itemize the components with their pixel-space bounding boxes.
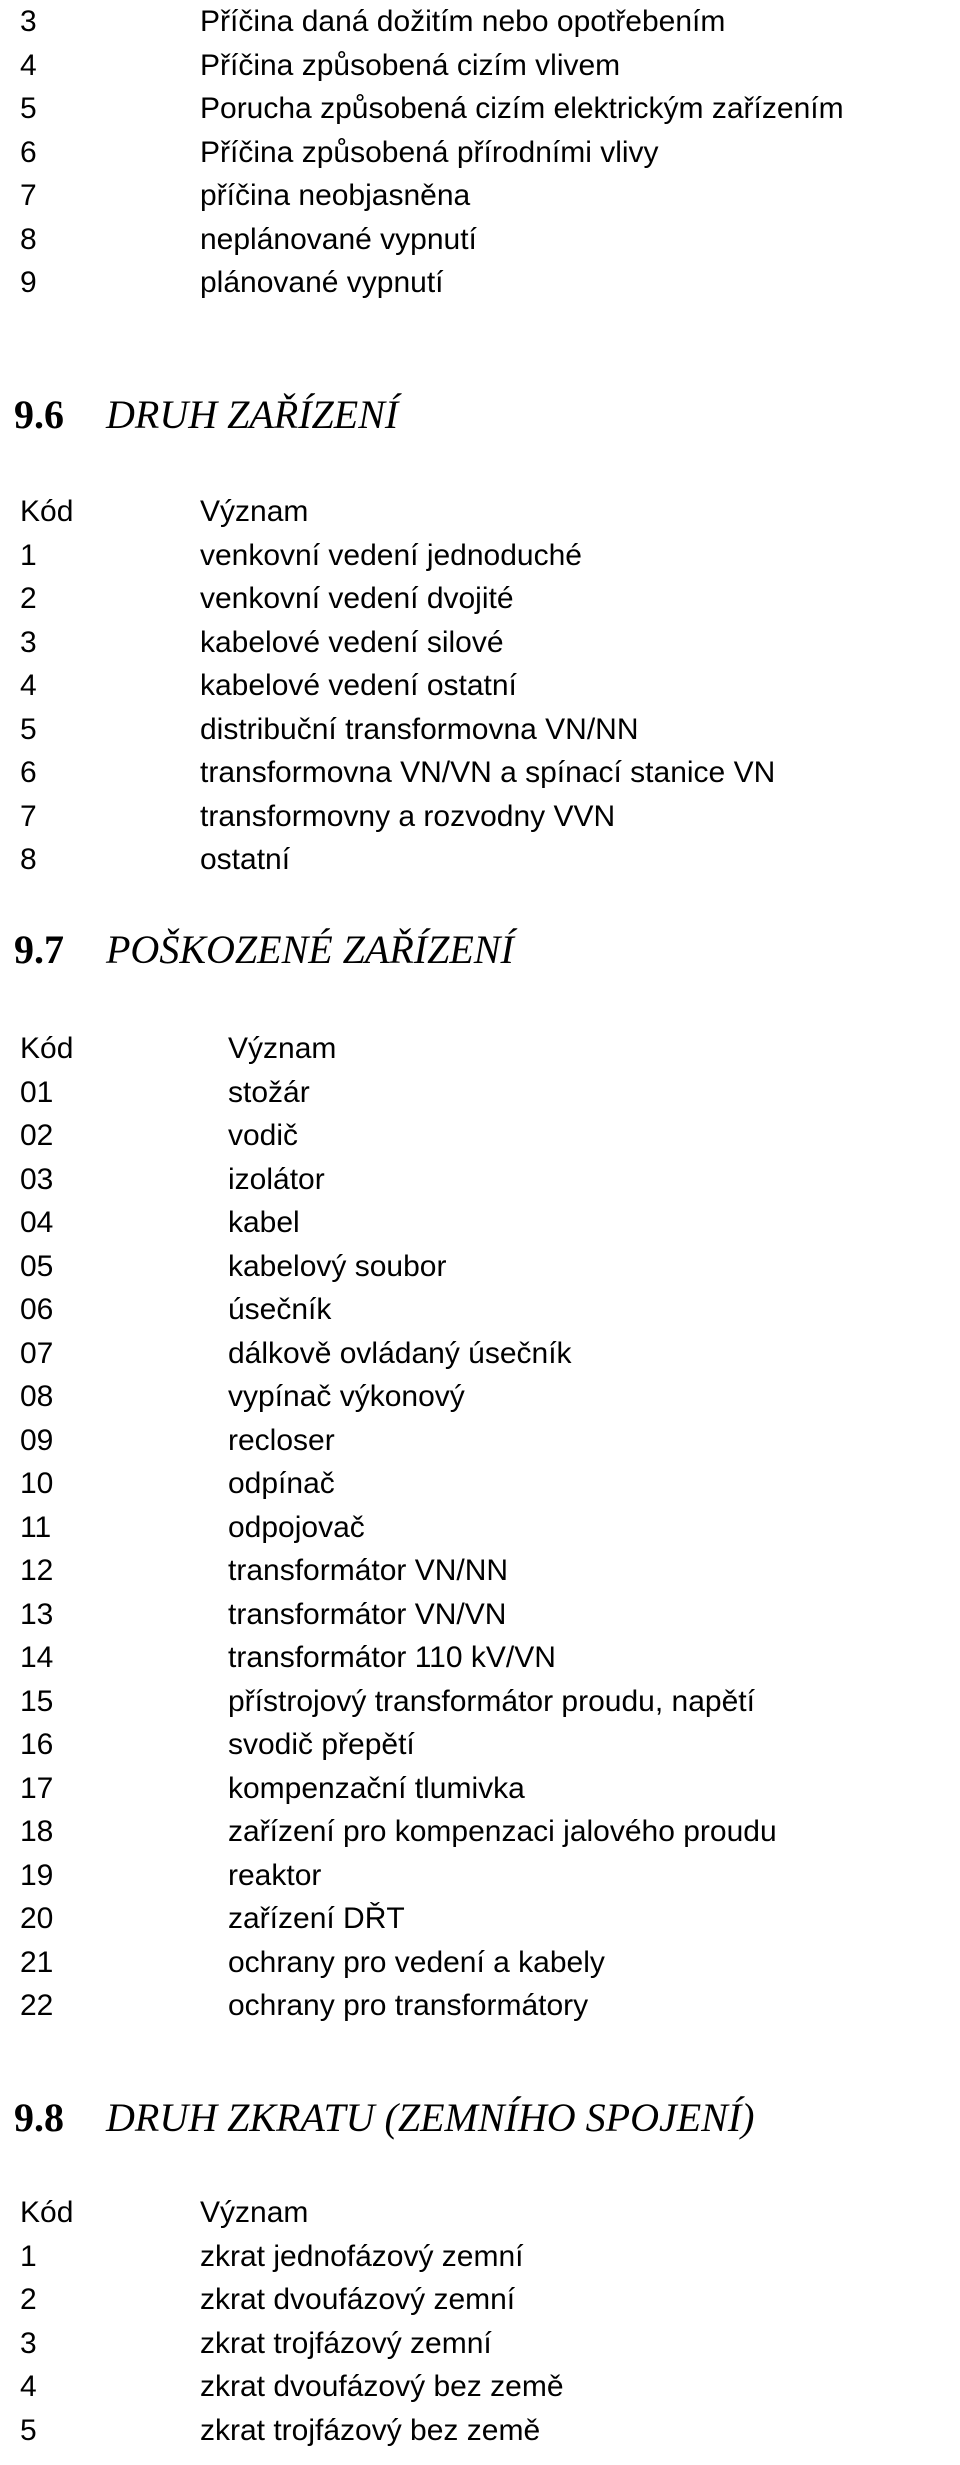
code-cell: 13 <box>20 1597 54 1631</box>
meaning-cell: transformátor 110 kV/VN <box>228 1641 556 1674</box>
code-cell: 9 <box>20 266 37 299</box>
meaning-cell: zkrat trojfázový bez země <box>200 2413 541 2447</box>
meaning-cell: odpojovač <box>228 1510 365 1544</box>
code-cell: 2 <box>20 582 37 615</box>
meaning-cell: zkrat jednofázový zemní <box>200 2239 524 2273</box>
meaning-cell: kompenzační tlumivka <box>228 1771 525 1805</box>
meaning-cell: distribuční transformovna VN/NN <box>200 712 639 746</box>
meaning-cell: kabelové vedení ostatní <box>200 669 517 702</box>
code-cell: 01 <box>20 1075 54 1109</box>
section-number: 9.7 <box>14 927 64 972</box>
code-cell: 5 <box>20 712 37 746</box>
code-cell: Kód <box>20 495 74 528</box>
code-cell: 10 <box>20 1467 54 1500</box>
code-cell: 15 <box>20 1684 54 1718</box>
meaning-cell: neplánované vypnutí <box>200 222 477 256</box>
code-cell: 1 <box>20 538 37 572</box>
meaning-cell: kabelový soubor <box>228 1249 447 1283</box>
meaning-cell: venkovní vedení jednoduché <box>200 538 582 572</box>
meaning-cell: plánované vypnutí <box>200 266 444 299</box>
code-cell: 6 <box>20 756 37 789</box>
code-cell: 5 <box>20 92 37 125</box>
section-number: 9.6 <box>14 392 64 437</box>
code-cell: 09 <box>20 1423 54 1457</box>
code-cell: 4 <box>20 2370 37 2403</box>
meaning-cell: ochrany pro vedení a kabely <box>228 1945 605 1979</box>
meaning-cell: Význam <box>200 2196 309 2229</box>
meaning-cell: venkovní vedení dvojité <box>200 582 514 615</box>
code-cell: 3 <box>20 5 37 38</box>
meaning-cell: transformátor VN/VN <box>228 1597 507 1631</box>
code-cell: 07 <box>20 1336 54 1370</box>
code-cell: 18 <box>20 1815 54 1848</box>
code-cell: 05 <box>20 1249 54 1283</box>
code-cell: 11 <box>20 1510 52 1544</box>
code-cell: 8 <box>20 222 37 256</box>
meaning-cell: Porucha způsobená cizím elektrickým zařízením <box>200 92 844 125</box>
code-cell: 7 <box>20 179 37 212</box>
meaning-cell: transformovny a rozvodny VVN <box>200 799 616 833</box>
code-cell: 12 <box>20 1554 54 1587</box>
section-title: POŠKOZENÉ ZAŘÍZENÍ <box>106 927 514 972</box>
code-cell: Kód <box>20 1032 74 1065</box>
code-cell: 14 <box>20 1641 54 1674</box>
code-cell: 6 <box>20 135 37 169</box>
meaning-cell: transformátor VN/NN <box>228 1554 509 1587</box>
meaning-cell: zařízení DŘT <box>228 1902 405 1935</box>
meaning-cell: Příčina způsobená přírodními vlivy <box>200 135 659 169</box>
code-cell: 20 <box>20 1902 54 1935</box>
code-cell: 08 <box>20 1380 54 1413</box>
meaning-cell: stožár <box>228 1075 310 1109</box>
meaning-cell: příčina neobjasněna <box>200 179 471 212</box>
section-title: DRUH ZAŘÍZENÍ <box>106 392 399 437</box>
meaning-cell: Význam <box>200 495 309 528</box>
meaning-cell: zkrat trojfázový zemní <box>200 2326 492 2360</box>
section-number: 9.8 <box>14 2095 64 2140</box>
meaning-cell: zkrat dvoufázový zemní <box>200 2283 516 2316</box>
meaning-cell: vodič <box>228 1119 299 1152</box>
meaning-cell: přístrojový transformátor proudu, napětí <box>228 1684 755 1718</box>
meaning-cell: kabelové vedení silové <box>200 625 504 659</box>
code-cell: 04 <box>20 1206 54 1239</box>
code-cell: 1 <box>20 2239 37 2273</box>
code-cell: 06 <box>20 1293 54 1326</box>
code-cell: 16 <box>20 1728 54 1761</box>
meaning-cell: kabel <box>228 1206 300 1239</box>
meaning-cell: dálkově ovládaný úsečník <box>228 1336 572 1370</box>
meaning-cell: izolátor <box>228 1162 325 1196</box>
meaning-cell: vypínač výkonový <box>228 1380 465 1413</box>
code-cell: Kód <box>20 2196 74 2229</box>
code-cell: 19 <box>20 1858 54 1892</box>
section-title: DRUH ZKRATU (ZEMNÍHO SPOJENÍ) <box>106 2095 755 2140</box>
code-cell: 5 <box>20 2413 37 2447</box>
code-cell: 02 <box>20 1119 54 1152</box>
meaning-cell: Příčina způsobená cizím vlivem <box>200 48 621 82</box>
code-cell: 22 <box>20 1989 54 2022</box>
code-cell: 3 <box>20 625 37 659</box>
meaning-cell: ochrany pro transformátory <box>228 1989 589 2022</box>
meaning-cell: Příčina daná dožitím nebo opotřebením <box>200 5 726 38</box>
meaning-cell: ostatní <box>200 843 291 876</box>
meaning-cell: zkrat dvoufázový bez země <box>200 2370 564 2403</box>
meaning-cell: úsečník <box>228 1293 332 1326</box>
meaning-cell: Význam <box>228 1032 337 1065</box>
code-cell: 03 <box>20 1162 54 1196</box>
meaning-cell: odpínač <box>228 1467 335 1500</box>
meaning-cell: recloser <box>228 1423 335 1457</box>
code-cell: 3 <box>20 2326 37 2360</box>
code-cell: 2 <box>20 2283 37 2316</box>
meaning-cell: svodič přepětí <box>228 1728 415 1761</box>
meaning-cell: transformovna VN/VN a spínací stanice VN <box>200 756 776 789</box>
code-cell: 8 <box>20 843 37 876</box>
code-cell: 17 <box>20 1771 54 1805</box>
meaning-cell: reaktor <box>228 1858 322 1892</box>
code-cell: 4 <box>20 669 37 702</box>
code-cell: 4 <box>20 48 37 82</box>
code-cell: 21 <box>20 1945 54 1979</box>
code-cell: 7 <box>20 799 37 833</box>
meaning-cell: zařízení pro kompenzaci jalového proudu <box>228 1815 777 1848</box>
